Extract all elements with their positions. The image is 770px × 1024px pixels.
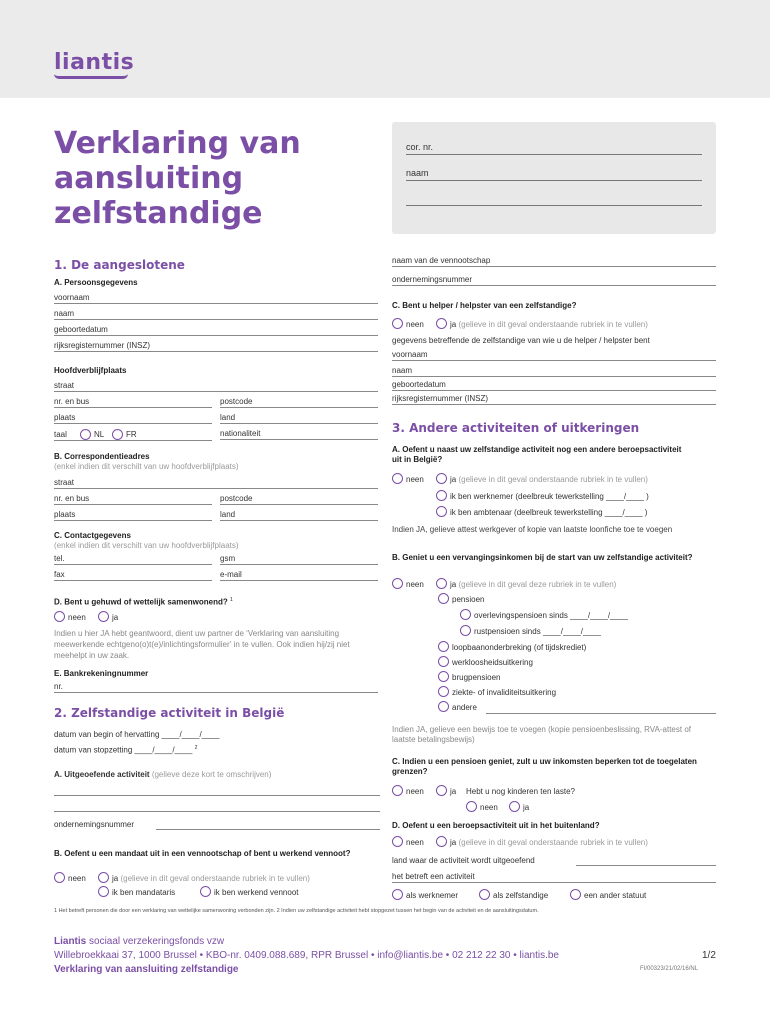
beroep-neen-radio[interactable] (392, 473, 403, 484)
grenzen-ja-radio[interactable] (436, 785, 447, 796)
beroep-ja-label: ja (gelieve in dit geval onderstaande rubriek in te vullen) (450, 475, 648, 484)
correspondentieadres-note: (enkel indien dit verschilt van uw hoofdverblijfplaats) (54, 462, 239, 471)
pensioen-grenzen-question: C. Indien u een pensioen geniet, zult u uw inkomsten beperken tot de toegelaten grenzen? (392, 757, 697, 776)
fax-field[interactable]: fax (54, 570, 212, 581)
overleving-radio[interactable] (460, 609, 471, 620)
persoonsgegevens-heading: A. Persoonsgegevens (54, 278, 138, 287)
ziekte-radio[interactable] (438, 686, 449, 697)
corr-postcode-field[interactable]: postcode (220, 494, 378, 505)
footer-address: Willebroekkaai 37, 1000 Brussel • KBO-nr. 0409.088.689, RPR Brussel • info@liantis.be • 02 212 22 30 • liantis.be (54, 950, 559, 961)
inkomen-ja-radio[interactable] (436, 578, 447, 589)
ambtenaar-radio[interactable] (436, 506, 447, 517)
loopbaan-radio[interactable] (438, 641, 449, 652)
land-activiteit-field[interactable] (576, 865, 716, 866)
inkomen-neen-label: neen (406, 580, 424, 589)
mandataris-label: ik ben mandataris (112, 888, 176, 897)
beroep-neen-label: neen (406, 475, 424, 484)
beroep-ja-radio[interactable] (436, 473, 447, 484)
grenzen-neen-label: neen (406, 787, 424, 796)
helper-geboortedatum-field[interactable]: geboortedatum (392, 380, 716, 391)
kinderen-question: Hebt u nog kinderen ten laste? (466, 787, 575, 796)
s2-ondernemingsnummer-field[interactable] (156, 829, 380, 830)
werknemer-label: ik ben werknemer (deelbreuk tewerkstelling ____/____ ) (450, 492, 649, 501)
plaats-field[interactable]: plaats (54, 413, 212, 424)
ander-statuut-radio[interactable] (570, 889, 581, 900)
loopbaan-label: loopbaanonderbreking (of tijdskrediet) (452, 643, 587, 652)
activiteit-line-1[interactable] (54, 795, 380, 796)
andere-beroep-question: A. Oefent u naast uw zelfstandige activiteit nog een andere beroepsactiviteit uit in België? (392, 445, 682, 464)
helper-gegevens-label: gegevens betreffende de zelfstandige van wie u de helper / helpster bent (392, 336, 650, 345)
mandaat-question: B. Oefent u een mandaat uit in een vennootschap of bent u werkend vennoot? (54, 849, 351, 858)
activiteit-line-2[interactable] (54, 811, 380, 812)
stop-datum-label: datum van stopzetting ____/____/____ $^2$ (54, 745, 198, 755)
naam-field[interactable]: naam (54, 309, 378, 320)
buitenland-ja-radio[interactable] (436, 836, 447, 847)
mandaat-neen-radio[interactable] (54, 872, 65, 883)
helper-naam-field[interactable]: naam (392, 366, 716, 377)
mandataris-radio[interactable] (98, 886, 109, 897)
corr-land-field[interactable]: land (220, 510, 378, 521)
ambtenaar-label: ik ben ambtenaar (deelbreuk tewerkstelling ____/____ ) (450, 508, 648, 517)
andere-radio[interactable] (438, 701, 449, 712)
helper-neen-label: neen (406, 320, 424, 329)
taal-nl-radio[interactable] (80, 429, 91, 440)
overleving-label: overlevingspensioen sinds ____/____/____ (474, 611, 628, 620)
liantis-logo: liantis (54, 50, 135, 75)
als-zelfstandige-label: als zelfstandige (493, 891, 549, 900)
pensioen-radio[interactable] (438, 593, 449, 604)
cor-nr-field[interactable]: cor. nr. (406, 142, 702, 155)
werkloos-label: werkloosheidsuitkering (452, 658, 533, 667)
document-id: FI/00323/21/02/16/NL (640, 966, 699, 972)
als-werknemer-label: als werknemer (406, 891, 459, 900)
vervangingsinkomen-question: B. Geniet u een vervangingsinkomen bij de start van uw zelfstandige activiteit? (392, 553, 693, 562)
contactgegevens-heading: C. Contactgegevens (54, 531, 131, 540)
ziekte-label: ziekte- of invaliditeitsuitkering (452, 688, 557, 697)
page-title: Verklaring van aansluiting zelfstandige (54, 126, 301, 231)
rust-label: rustpensioen sinds ____/____/____ (474, 627, 601, 636)
kinderen-ja-label: ja (523, 803, 530, 812)
r-ondernemingsnummer-field[interactable]: ondernemingsnummer (392, 275, 716, 286)
betreft-label: het betreft een activiteit (392, 872, 475, 881)
als-werknemer-radio[interactable] (392, 889, 403, 900)
brugpensioen-label: brugpensioen (452, 673, 501, 682)
brugpensioen-radio[interactable] (438, 671, 449, 682)
helper-rijks-field[interactable]: rijksregisternummer (INSZ) (392, 394, 716, 405)
email-field[interactable]: e-mail (220, 570, 378, 581)
buitenland-question: D. Oefent u een beroepsactiviteit uit in het buitenland? (392, 821, 600, 830)
helper-voornaam-field[interactable]: voornaam (392, 350, 716, 361)
footnote: 1 Het betreft personen die door een verklaring van wettelijke samenwoning verbonden zijn. 2 Indien uw zelfstandige activiteit hebt stopgezet tussen het begin van de activiteit en de aansluitingsdatum. (54, 908, 539, 914)
gehuwd-question: D. Bent u gehuwd of wettelijk samenwonend? $^1$ (54, 597, 233, 607)
gehuwd-ja-radio[interactable] (98, 611, 109, 622)
section-1-title: 1. De aangeslotene (54, 258, 185, 272)
als-zelfstandige-radio[interactable] (479, 889, 490, 900)
andere-label: andere (452, 703, 477, 712)
footer-brand: Liantis sociaal verzekeringsfonds vzw (54, 936, 225, 947)
grenzen-ja-label: ja (450, 787, 457, 796)
werkend-vennoot-label: ik ben werkend vennoot (214, 888, 299, 897)
footer-doc-title: Verklaring van aansluiting zelfstandige (54, 964, 239, 975)
corr-nr-bus-field[interactable]: nr. en bus (54, 494, 212, 505)
rijksregisternummer-field[interactable]: rijksregisternummer (INSZ) (54, 341, 378, 352)
section-3-title: 3. Andere activiteiten of uitkeringen (392, 421, 640, 435)
taal-fr-radio[interactable] (112, 429, 123, 440)
land-field[interactable]: land (220, 413, 378, 424)
helper-ja-radio[interactable] (436, 318, 447, 329)
andere-field[interactable] (486, 713, 716, 714)
taal-label: taal (54, 430, 67, 439)
reference-box (392, 122, 716, 234)
taal-nl-label: NL (94, 430, 105, 439)
hoofdverblijfplaats-heading: Hoofdverblijfplaats (54, 366, 127, 375)
grenzen-neen-radio[interactable] (392, 785, 403, 796)
land-activiteit-label: land waar de activiteit wordt uitgeoefend (392, 856, 535, 865)
werkend-vennoot-radio[interactable] (200, 886, 211, 897)
tel-field[interactable]: tel. (54, 554, 212, 565)
corr-plaats-field[interactable]: plaats (54, 510, 212, 521)
s2-ondernemingsnummer-label: ondernemingsnummer (54, 820, 135, 829)
inkomen-neen-radio[interactable] (392, 578, 403, 589)
taal-fr-label: FR (126, 430, 137, 439)
box-extra-line[interactable] (406, 196, 702, 206)
kinderen-neen-radio[interactable] (466, 801, 477, 812)
geboortedatum-field[interactable]: geboortedatum (54, 325, 378, 336)
taal-underline (54, 440, 212, 441)
page-number: 1/2 (702, 950, 716, 961)
section-2-title: 2. Zelfstandige activiteit in België (54, 706, 285, 720)
buitenland-neen-radio[interactable] (392, 836, 403, 847)
vennootschap-field[interactable]: naam van de vennootschap (392, 256, 716, 267)
uitgeoefende-activiteit-label: A. Uitgeoefende activiteit (gelieve deze kort te omschrijven) (54, 770, 272, 779)
straat-field[interactable]: straat (54, 381, 378, 392)
inkomen-ja-label: ja (gelieve in dit geval deze rubriek in te vullen) (450, 580, 617, 589)
betreft-underline (392, 882, 716, 883)
buitenland-neen-label: neen (406, 838, 424, 847)
pensioen-label: pensioen (452, 595, 485, 604)
gsm-field[interactable]: gsm (220, 554, 378, 565)
contactgegevens-note: (enkel indien dit verschilt van uw hoofdverblijfplaats) (54, 541, 239, 550)
logo-smile-icon (54, 74, 128, 79)
werknemer-radio[interactable] (436, 490, 447, 501)
attest-note: Indien JA, gelieve attest werkgever of kopie van laatste loonfiche toe te voegen (392, 525, 673, 534)
gehuwd-neen-radio[interactable] (54, 611, 65, 622)
begin-datum-label: datum van begin of hervatting ____/____/____ (54, 730, 220, 739)
helper-ja-label: ja (gelieve in dit geval onderstaande rubriek in te vullen) (450, 320, 648, 329)
buitenland-ja-label: ja (gelieve in dit geval onderstaande rubriek in te vullen) (450, 838, 648, 847)
gehuwd-ja-label: ja (112, 613, 119, 622)
kinderen-ja-radio[interactable] (509, 801, 520, 812)
rust-radio[interactable] (460, 625, 471, 636)
box-naam-field[interactable]: naam (406, 168, 702, 181)
bankrekening-heading: E. Bankrekeningnummer (54, 669, 149, 678)
mandaat-neen-label: neen (68, 874, 86, 883)
mandaat-ja-radio[interactable] (98, 872, 109, 883)
partner-instruction: Indien u hier JA hebt geantwoord, dient uw partner de ‘Verklaring van aansluiting meewerkende echtgeno(o)t(e)/inlichtingsformulier’ in te vullen. Ook indien hij/zij niet meehelpt in uw zaak. (54, 629, 350, 660)
postcode-field[interactable]: postcode (220, 397, 378, 408)
mandaat-ja-label: ja (gelieve in dit geval onderstaande rubriek in te vullen) (112, 874, 310, 883)
kinderen-neen-label: neen (480, 803, 498, 812)
werkloos-radio[interactable] (438, 656, 449, 667)
bewijs-note: Indien JA, gelieve een bewijs toe te voegen (kopie pensioenbeslissing, RVA-attest of laatste betalingsbewijs) (392, 725, 691, 744)
gehuwd-neen-label: neen (68, 613, 86, 622)
nr-bus-field[interactable]: nr. en bus (54, 397, 212, 408)
ander-statuut-label: een ander statuut (584, 891, 647, 900)
helper-question: C. Bent u helper / helpster van een zelfstandige? (392, 301, 577, 310)
corr-straat-field[interactable]: straat (54, 478, 378, 489)
bankrekening-field[interactable]: nr. (54, 682, 378, 693)
helper-neen-radio[interactable] (392, 318, 403, 329)
voornaam-field[interactable]: voornaam (54, 293, 378, 304)
top-banner (0, 0, 770, 98)
correspondentieadres-heading: B. Correspondentieadres (54, 452, 150, 461)
nationaliteit-field[interactable]: nationaliteit (220, 429, 378, 440)
